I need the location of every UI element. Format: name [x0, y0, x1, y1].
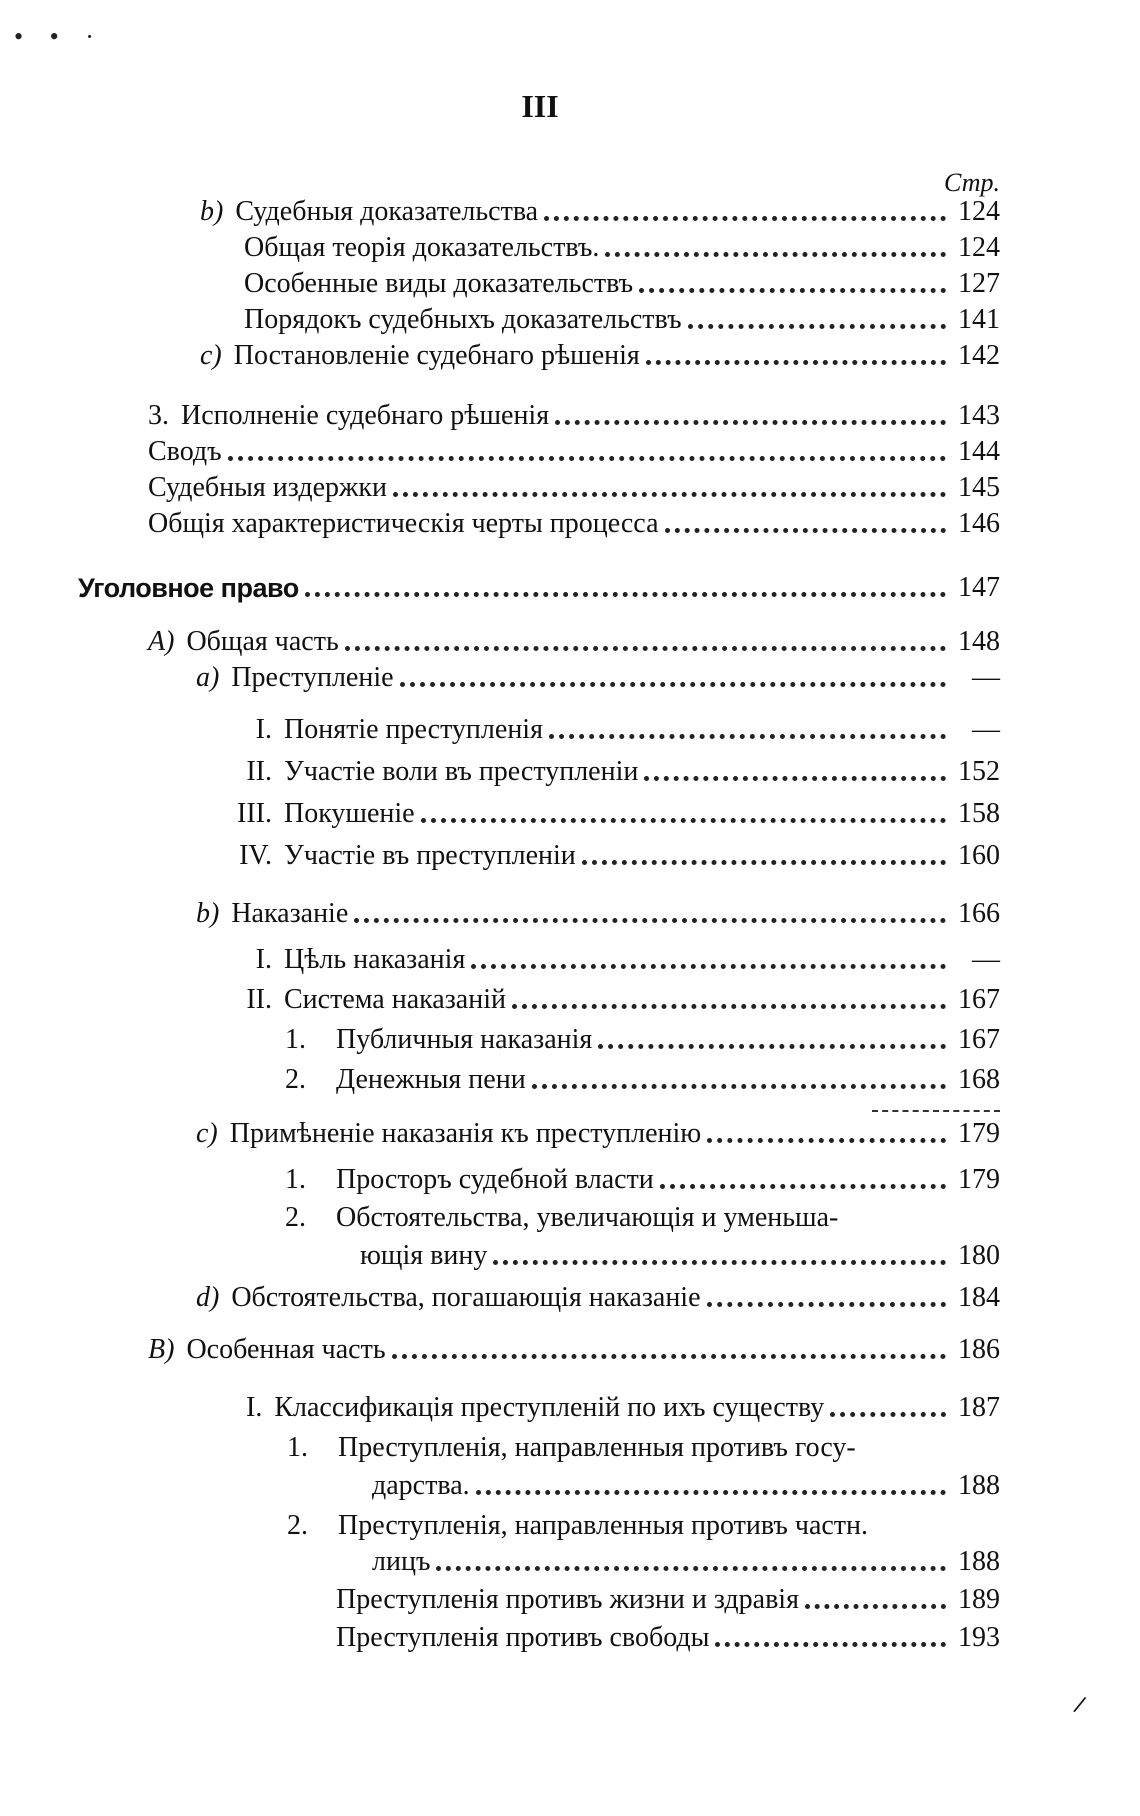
toc-entry	[196, 1114, 1000, 1154]
toc-entry	[148, 468, 1000, 508]
entry-title: Обстоятельства, увеличающія и уменьша-	[336, 1202, 839, 1233]
dot-leader	[392, 1354, 946, 1359]
entry-title: Примѣненіе наказанія къ преступленію	[229, 1118, 702, 1149]
entry-page: 160	[958, 840, 1000, 871]
dot-leader	[532, 1084, 946, 1089]
entry-title: Особенная часть	[186, 1334, 386, 1365]
entry-title: Денежныя пени	[336, 1064, 526, 1095]
toc-entry	[200, 336, 1000, 376]
entry-page: 143	[958, 400, 1000, 431]
entry-marker: B)	[148, 1334, 175, 1365]
edge-mark: /	[1071, 1689, 1089, 1720]
dot-leader	[639, 288, 946, 293]
dot-leader	[345, 646, 946, 651]
entry-title: Участіе въ преступленіи	[284, 840, 576, 871]
entry-page: 146	[958, 508, 1000, 539]
dot-leader	[471, 964, 946, 969]
dot-leader	[646, 360, 946, 365]
entry-page: 166	[958, 898, 1000, 929]
entry-page: 158	[958, 798, 1000, 829]
entry-title: Обстоятельства, погашающія наказаніе	[231, 1282, 701, 1313]
entry-title: Постановленіе судебнаго рѣшенія	[233, 340, 640, 371]
toc-entry	[148, 1330, 1000, 1370]
toc-entry	[246, 1388, 1000, 1428]
entry-marker: b)	[200, 196, 224, 227]
entry-title: дарства.	[372, 1470, 470, 1501]
dot-leader	[549, 734, 946, 739]
dot-leader	[715, 1642, 946, 1647]
entry-marker: 1.	[287, 1432, 308, 1463]
toc-entry	[148, 622, 1000, 662]
entry-marker: II.	[246, 984, 272, 1015]
entry-page: 180	[958, 1240, 1000, 1271]
toc-entry	[336, 1580, 1000, 1620]
entry-marker: a)	[196, 662, 220, 693]
entry-title: Цѣль наказанія	[284, 944, 466, 975]
entry-marker: IV.	[239, 840, 272, 871]
dot-leader	[476, 1490, 946, 1495]
entry-page: 142	[958, 340, 1000, 371]
toc-entry	[196, 658, 1000, 698]
entry-marker: III.	[237, 798, 272, 829]
entry-page: 179	[958, 1164, 1000, 1195]
toc-entry	[210, 980, 1000, 1020]
entry-page: 168	[958, 1064, 1000, 1095]
corner-marks: • • ·	[14, 22, 104, 51]
toc-entry	[196, 1278, 1000, 1318]
dot-leader	[830, 1412, 946, 1417]
entry-marker: A)	[148, 626, 175, 657]
entry-page: 148	[958, 626, 1000, 657]
entry-marker: I.	[255, 714, 272, 745]
toc-entry	[336, 1618, 1000, 1658]
entry-title: Классификація преступленій по ихъ существу	[274, 1392, 825, 1423]
column-header: Стр.	[944, 168, 1000, 197]
toc-entry	[210, 836, 1000, 876]
dot-leader	[665, 528, 946, 533]
dot-leader	[421, 818, 946, 823]
dot-leader	[512, 1004, 946, 1009]
entry-page: 144	[958, 436, 1000, 467]
entry-title: Наказаніе	[231, 898, 349, 929]
entry-marker: c)	[196, 1118, 218, 1149]
entry-marker: d)	[196, 1282, 220, 1313]
entry-marker: 1.	[285, 1024, 306, 1055]
entry-title: Преступленія противъ свободы	[336, 1622, 710, 1653]
toc-entry	[148, 396, 1000, 436]
entry-title: лицъ	[372, 1546, 431, 1577]
entry-page: —	[972, 944, 1000, 975]
entry-page: 188	[958, 1546, 1000, 1577]
dot-leader	[393, 492, 946, 497]
entry-title: Участіе воли въ преступленіи	[284, 756, 639, 787]
entry-page: —	[972, 714, 1000, 745]
entry-page: 167	[958, 984, 1000, 1015]
entry-marker: b)	[196, 898, 220, 929]
toc-entry	[210, 794, 1000, 834]
dot-leader	[228, 456, 946, 461]
dot-leader	[493, 1260, 946, 1265]
dot-leader	[544, 216, 946, 221]
dot-leader	[688, 324, 946, 329]
entry-page: 186	[958, 1334, 1000, 1365]
entry-page: 141	[958, 304, 1000, 335]
entry-marker: 2.	[285, 1064, 306, 1095]
dot-leader	[582, 860, 946, 865]
entry-marker: 2.	[287, 1510, 308, 1541]
dot-leader	[305, 592, 946, 597]
entry-title: Особенные виды доказательствъ	[244, 268, 634, 299]
entry-page: 193	[958, 1622, 1000, 1653]
entry-title: Преступленія, направленныя противъ частн.	[338, 1510, 869, 1541]
dot-leader	[660, 1184, 946, 1189]
toc-entry	[280, 1506, 868, 1546]
entry-marker: 1.	[285, 1164, 306, 1195]
entry-title: Общія характеристическія черты процесса	[148, 508, 659, 539]
entry-marker: I.	[246, 1392, 263, 1423]
toc-entry	[278, 1060, 1000, 1100]
entry-marker: 3.	[148, 400, 169, 431]
entry-marker: II.	[246, 756, 272, 787]
toc-entry	[148, 432, 1000, 472]
entry-marker: c)	[200, 340, 222, 371]
entry-marker: 2.	[285, 1202, 306, 1233]
entry-title: Общая теорія доказательствъ.	[244, 232, 600, 263]
toc-entry-continuation	[372, 1542, 1000, 1582]
entry-page: 167	[958, 1024, 1000, 1055]
dot-leader	[605, 252, 946, 257]
toc-entry-continuation	[372, 1466, 1000, 1506]
entry-title: Понятіе преступленія	[284, 714, 543, 745]
page-number: III	[521, 88, 559, 124]
toc-entry	[278, 1020, 1000, 1060]
dot-leader	[707, 1138, 946, 1143]
dot-leader	[707, 1302, 946, 1307]
entry-page: 147	[958, 572, 1000, 603]
entry-title: Просторъ судебной власти	[336, 1164, 654, 1195]
entry-title: Исполненіе судебнаго рѣшенія	[181, 400, 550, 431]
entry-title: Преступленія противъ жизни и здравія	[336, 1584, 799, 1615]
entry-title: Судебныя доказательства	[235, 196, 539, 227]
dot-leader	[805, 1604, 946, 1609]
toc-entry	[244, 228, 1000, 268]
dot-leader	[400, 682, 946, 687]
dot-leader	[436, 1566, 946, 1571]
entry-title: Преступленіе	[231, 662, 394, 693]
entry-title: Порядокъ судебныхъ доказательствъ	[244, 304, 682, 335]
toc-entry	[278, 1198, 838, 1238]
entry-page: 188	[958, 1470, 1000, 1501]
dot-leader	[354, 918, 946, 923]
entry-page: 127	[958, 268, 1000, 299]
entry-page: 152	[958, 756, 1000, 787]
dot-leader	[644, 776, 946, 781]
toc-entry	[210, 710, 1000, 750]
entry-page: 179	[958, 1118, 1000, 1149]
entry-page: 187	[958, 1392, 1000, 1423]
entry-page: —	[972, 662, 1000, 693]
entry-title: Покушеніе	[284, 798, 415, 829]
entry-title: Система наказаній	[284, 984, 506, 1015]
entry-page: 184	[958, 1282, 1000, 1313]
entry-title: Судебныя издержки	[148, 472, 387, 503]
entry-page: 189	[958, 1584, 1000, 1615]
entry-title: Преступленія, направленныя противъ госу-	[338, 1432, 856, 1463]
dot-leader	[598, 1044, 946, 1049]
dot-leader	[555, 420, 946, 425]
entry-page: 145	[958, 472, 1000, 503]
toc-entry	[210, 752, 1000, 792]
entry-title: Публичныя наказанія	[336, 1024, 593, 1055]
entry-page: 124	[958, 196, 1000, 227]
toc-section-heading	[78, 568, 1000, 608]
toc-entry-continuation	[360, 1236, 1000, 1276]
entry-title: Уголовное право	[78, 573, 299, 603]
toc-entry	[210, 940, 1000, 980]
toc-entry	[196, 894, 1000, 934]
toc-entry	[280, 1428, 856, 1468]
toc-entry	[200, 192, 1000, 232]
toc-entry	[244, 300, 1000, 340]
entry-marker: I.	[255, 944, 272, 975]
entry-title: ющія вину	[360, 1240, 488, 1271]
entry-title: Сводъ	[148, 436, 222, 467]
entry-title: Общая часть	[186, 626, 339, 657]
ink-rule	[872, 1110, 1000, 1112]
entry-page: 124	[958, 232, 1000, 263]
toc-entry	[244, 264, 1000, 304]
toc-entry	[148, 504, 1000, 544]
toc-entry	[278, 1160, 1000, 1200]
